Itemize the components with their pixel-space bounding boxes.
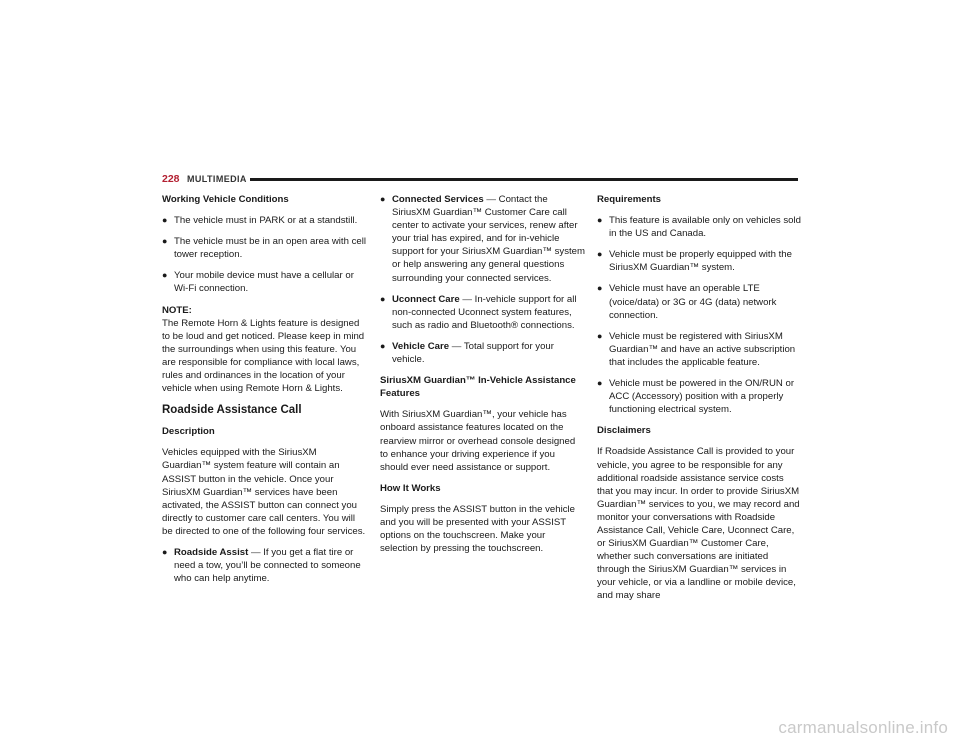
roadside-assist-term: Roadside Assist bbox=[174, 546, 249, 558]
bullet-icon: ● bbox=[597, 249, 603, 260]
note-text: The Remote Horn & Lights feature is designed to be loud and get noticed. Please keep in mind the surroundings when using this feature. You are responsible for compliance with local laws, rules and ordinances in the location of your vehicle when using Remote Horn & Lights. bbox=[162, 317, 365, 395]
list-item: ● This feature is available only on vehicles sold in the US and Canada. bbox=[597, 215, 801, 240]
bullet-icon: ● bbox=[380, 293, 386, 304]
bullet-icon: ● bbox=[380, 340, 386, 351]
services-list-continued bbox=[380, 193, 585, 366]
features-text: With SiriusXM Guardian™, your vehicle has onboard assistance features located on the rearview mirror or overhead console designed to enhance your driving experience if you should ever need assistance or support. bbox=[380, 409, 576, 473]
list-item: ● Vehicle Care — Total support for your vehicle. bbox=[380, 340, 554, 366]
bullet-icon: ● bbox=[597, 283, 603, 294]
bullet-icon: ● bbox=[597, 215, 603, 226]
dash: — bbox=[486, 194, 496, 205]
bullet-icon: ● bbox=[597, 378, 603, 389]
watermark: carmanualsonline.info bbox=[778, 718, 948, 737]
connected-services-term: Connected Services bbox=[392, 194, 484, 205]
column-right bbox=[597, 193, 802, 611]
list-item: ● Vehicle must be registered with SiriusXM Guardian™ and have an active subscription that includes the applicable feature. bbox=[597, 330, 796, 368]
list-item: ● Uconnect Care — In-vehicle support for all non-connected Uconnect system features, such as radio and Bluetooth® connections. bbox=[380, 293, 577, 331]
how-it-works-text: Simply press the ASSIST button in the vehicle and you will be presented with your ASSIST options on the touchscreen. Make your selection by pressing the touchscreen. bbox=[380, 503, 575, 555]
list-item: ● The vehicle must in PARK or at a standstill. bbox=[162, 215, 358, 227]
disclaimers-text: If Roadside Assistance Call is provided to your vehicle, you agree to be responsible for any additional roadside assistance service costs that you may incur. In order to provide SiriusXM Guardian™ services to you, we may record and monitor your conversations with Roadside Assistance Call, Vehicle Care, Uconnect Care, or SiriusXM Guardian™ Customer Care, whether such conversations are initiated through the SiriusXM Guardian™ services in your vehicle, or via a landline or mobile device, and may share bbox=[597, 446, 800, 602]
list-item: ● Vehicle must be properly equipped with the SiriusXM Guardian™ system. bbox=[597, 249, 792, 274]
how-it-works-title: How It Works bbox=[380, 482, 441, 494]
bullet-icon: ● bbox=[162, 236, 168, 247]
list-item: ● Vehicle must have an operable LTE (voice/data) or 3G or 4G (data) network connection. bbox=[597, 283, 777, 321]
section-title: MULTIMEDIA bbox=[187, 174, 247, 184]
requirements-title: Requirements bbox=[597, 194, 661, 205]
list-item: ● Roadside Assist — If you get a flat tire or need a tow, you’ll be connected to someone who can help anytime. bbox=[162, 546, 361, 585]
working-conditions-list bbox=[162, 214, 367, 295]
page-header bbox=[162, 172, 798, 186]
header-rule bbox=[250, 178, 798, 181]
requirements-list bbox=[597, 214, 802, 416]
list-item: ● Connected Services — Contact the SiriusXM Guardian™ Customer Care call center to activate your services, renew after your trial has expired, and for in-vehicle support for your SiriusXM Guardian™ system or help answering any general questions surrounding your connected services. bbox=[380, 194, 586, 284]
column-left bbox=[162, 193, 367, 593]
services-list bbox=[162, 546, 367, 585]
roadside-assistance-heading: Roadside Assistance Call bbox=[162, 404, 302, 417]
note-label: NOTE: bbox=[162, 304, 192, 316]
uconnect-care-term: Uconnect Care bbox=[392, 293, 460, 305]
dash: — bbox=[250, 546, 261, 558]
column-middle bbox=[380, 193, 585, 563]
features-title: SiriusXM Guardian™ In-Vehicle Assistance Features bbox=[380, 375, 576, 400]
dash: — bbox=[451, 340, 462, 352]
bullet-icon: ● bbox=[380, 194, 386, 204]
list-item: ● The vehicle must be in an open area with cell tower reception. bbox=[162, 236, 366, 261]
page-number: 228 bbox=[162, 173, 180, 185]
list-item: ● Vehicle must be powered in the ON/RUN or ACC (Accessory) position with a properly functioning electrical system. bbox=[597, 378, 795, 416]
vehicle-care-term: Vehicle Care bbox=[392, 340, 450, 352]
disclaimers-title: Disclaimers bbox=[597, 425, 651, 437]
list-item: ● Your mobile device must have a cellular or Wi-Fi connection. bbox=[162, 270, 354, 295]
description-text: Vehicles equipped with the SiriusXM Guardian™ system feature will contain an ASSIST button in the vehicle. Once your SiriusXM Guardian™ services have been activated, the ASSIST button can connect you directly to customer care call centers. You will be directed to one of the following four services. bbox=[162, 447, 366, 537]
bullet-icon: ● bbox=[162, 546, 168, 557]
dash: — bbox=[462, 293, 472, 305]
bullet-icon: ● bbox=[162, 215, 168, 226]
bullet-icon: ● bbox=[597, 330, 603, 341]
working-conditions-title: Working Vehicle Conditions bbox=[162, 194, 289, 205]
description-title: Description bbox=[162, 426, 215, 438]
bullet-icon: ● bbox=[162, 270, 168, 281]
